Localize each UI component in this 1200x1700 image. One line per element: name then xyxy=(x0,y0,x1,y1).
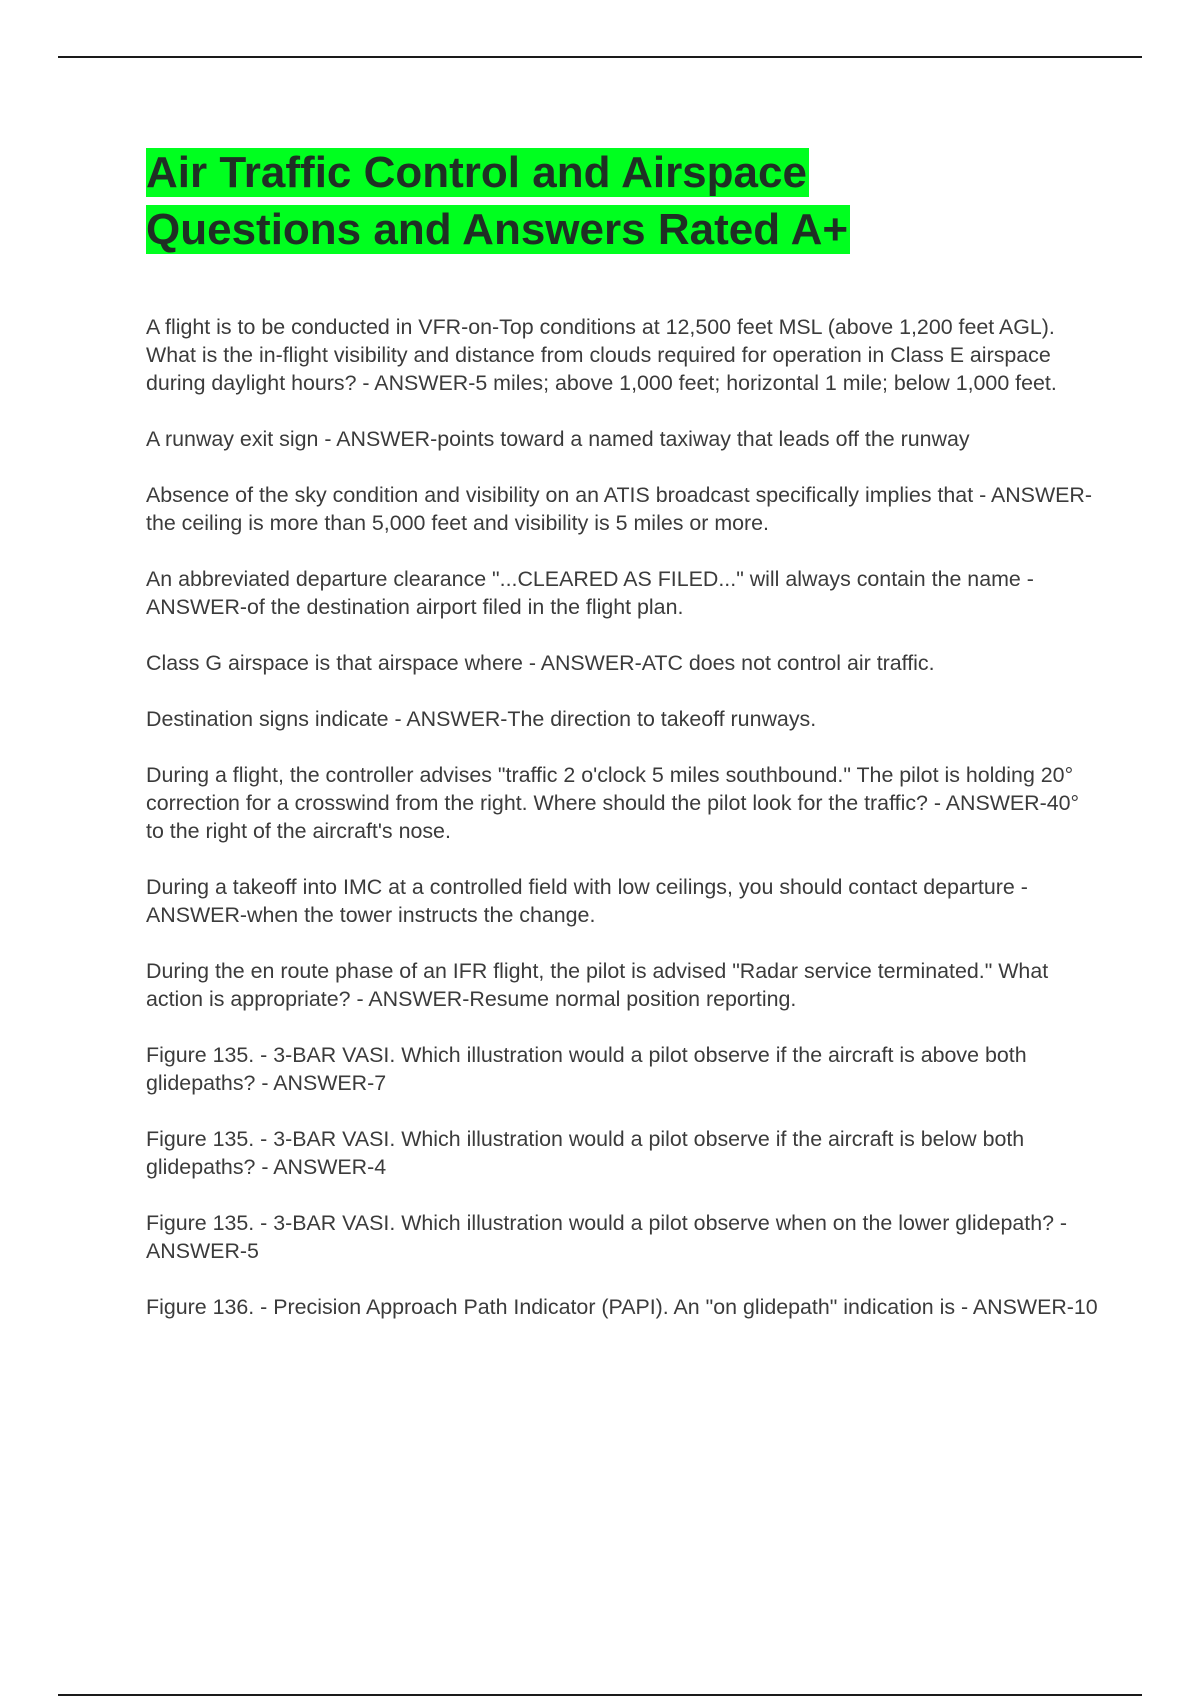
bottom-rule xyxy=(58,1694,1142,1696)
qa-item: Destination signs indicate - ANSWER-The direction to takeoff runways. xyxy=(146,707,817,731)
qa-item: During a flight, the controller advises "traffic 2 o'clock 5 miles southbound." The pilot is holding 20° correction for a crosswind from the right. Where should the pilot look for the traffic? - ANSWER-40° to the right of the aircraft's nose. xyxy=(146,763,1080,843)
document-body xyxy=(146,144,1098,1349)
top-rule xyxy=(58,56,1142,58)
qa-item: During the en route phase of an IFR flight, the pilot is advised "Radar service terminated." What action is appropriate? - ANSWER-Resume normal position reporting. xyxy=(146,959,1049,1011)
qa-item: A flight is to be conducted in VFR-on-Top conditions at 12,500 feet MSL (above 1,200 feet AGL). What is the in-flight visibility and distance from clouds required for operation in Class E airspace during daylight hours? - ANSWER-5 miles; above 1,000 feet; horizontal 1 mile; below 1,000 feet. xyxy=(146,315,1057,395)
title-line-1: Air Traffic Control and Airspace xyxy=(146,148,807,197)
qa-item: Figure 135. - 3-BAR VASI. Which illustration would a pilot observe if the aircraft is above both glidepaths? - ANSWER-7 xyxy=(146,1043,1027,1095)
qa-item: Figure 135. - 3-BAR VASI. Which illustration would a pilot observe when on the lower glidepath? - ANSWER-5 xyxy=(146,1211,1068,1263)
qa-item: Figure 136. - Precision Approach Path Indicator (PAPI). An "on glidepath" indication is - ANSWER-10 xyxy=(146,1295,1098,1319)
qa-item: A runway exit sign - ANSWER-points toward a named taxiway that leads off the runway xyxy=(146,427,970,451)
qa-item: Absence of the sky condition and visibility on an ATIS broadcast specifically implies that - ANSWER-the ceiling is more than 5,000 feet and visibility is 5 miles or more. xyxy=(146,483,1092,535)
qa-item: During a takeoff into IMC at a controlled field with low ceilings, you should contact departure - ANSWER-when the tower instructs the change. xyxy=(146,875,1028,927)
qa-item: Figure 135. - 3-BAR VASI. Which illustration would a pilot observe if the aircraft is below both glidepaths? - ANSWER-4 xyxy=(146,1127,1025,1179)
document-title xyxy=(146,144,1098,258)
qa-item: An abbreviated departure clearance "...CLEARED AS FILED..." will always contain the name - ANSWER-of the destination airport filed in the flight plan. xyxy=(146,567,1034,619)
qa-item: Class G airspace is that airspace where - ANSWER-ATC does not control air traffic. xyxy=(146,651,935,675)
title-line-2: Questions and Answers Rated A+ xyxy=(146,205,849,254)
qa-list xyxy=(146,313,1098,1321)
